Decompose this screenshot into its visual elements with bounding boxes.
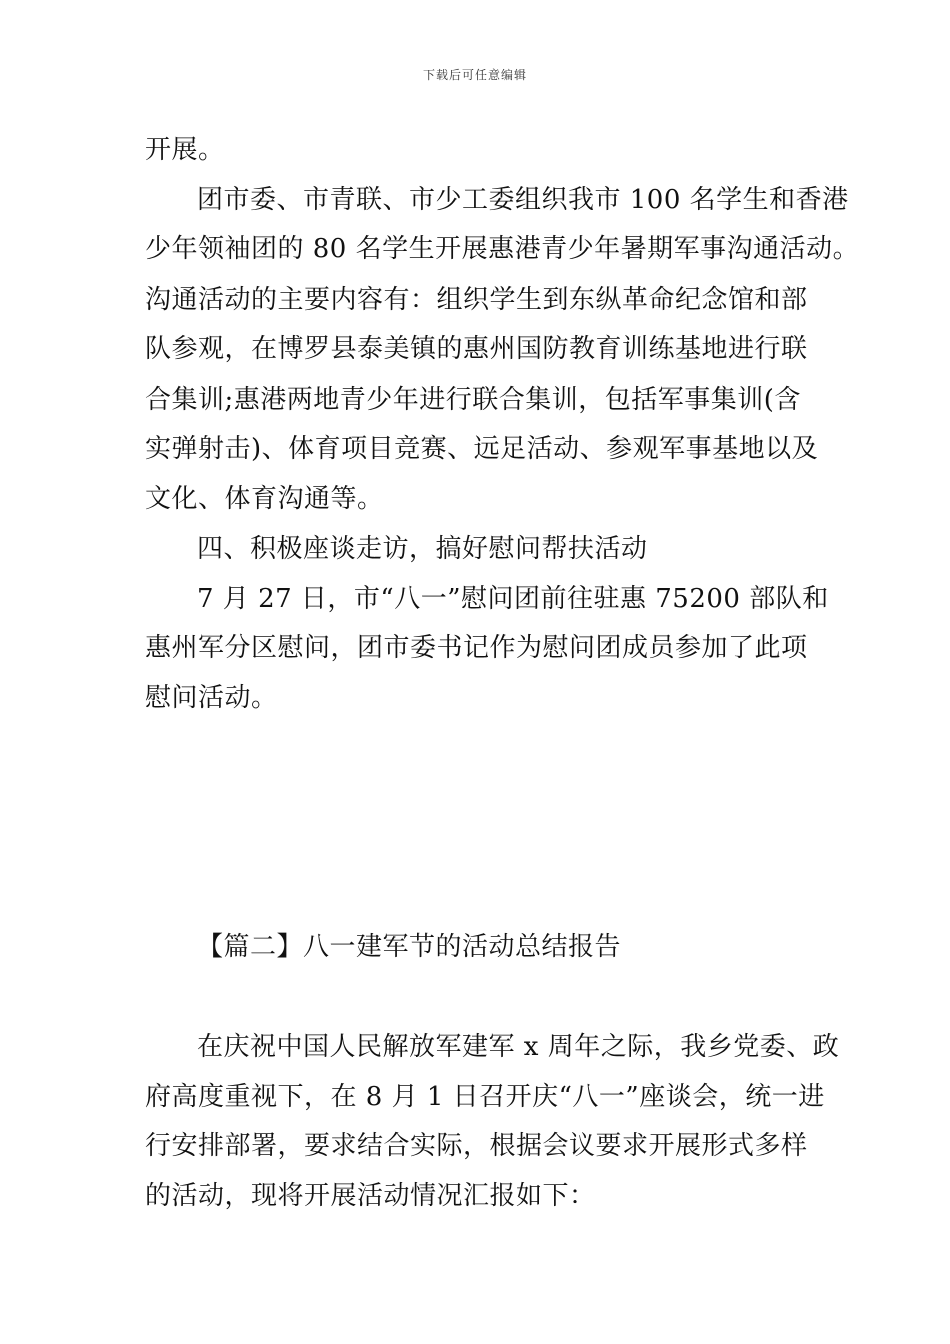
- paragraph-line: 在庆祝中国人民解放军建军 x 周年之际，我乡党委、政: [197, 1032, 840, 1062]
- paragraph-line: 惠州军分区慰问，团市委书记作为慰问团成员参加了此项: [145, 633, 808, 663]
- paragraph-line: 行安排部署，要求结合实际，根据会议要求开展形式多样: [145, 1131, 808, 1161]
- paragraph-line: 团市委、市青联、市少工委组织我市 100 名学生和香港: [197, 185, 849, 215]
- paragraph-line: 合集训;惠港两地青少年进行联合集训，包括军事集训(含: [145, 385, 801, 415]
- subheading-line: 四、积极座谈走访，搞好慰问帮扶活动: [197, 534, 648, 564]
- page-header-note: 下载后可任意编辑: [422, 68, 527, 82]
- paragraph-line: 沟通活动的主要内容有：组织学生到东纵革命纪念馆和部: [145, 285, 808, 315]
- paragraph-line: 实弹射击)、体育项目竞赛、远足活动、参观军事基地以及: [145, 434, 819, 464]
- paragraph-line: 队参观，在博罗县泰美镇的惠州国防教育训练基地进行联: [145, 334, 808, 364]
- paragraph-line: 府高度重视下，在 8 月 1 日召开庆“八一”座谈会，统一进: [145, 1082, 825, 1112]
- paragraph-line: 文化、体育沟通等。: [145, 484, 384, 514]
- paragraph-line: 7 月 27 日，市“八一”慰问团前往驻惠 75200 部队和: [197, 584, 829, 614]
- paragraph-line: 开展。: [145, 135, 225, 165]
- section-title: 【篇二】八一建军节的活动总结报告: [197, 932, 622, 962]
- paragraph-line: 的活动，现将开展活动情况汇报如下：: [145, 1181, 596, 1211]
- paragraph-line: 少年领袖团的 80 名学生开展惠港青少年暑期军事沟通活动。: [145, 234, 860, 264]
- paragraph-line: 慰问活动。: [145, 683, 278, 713]
